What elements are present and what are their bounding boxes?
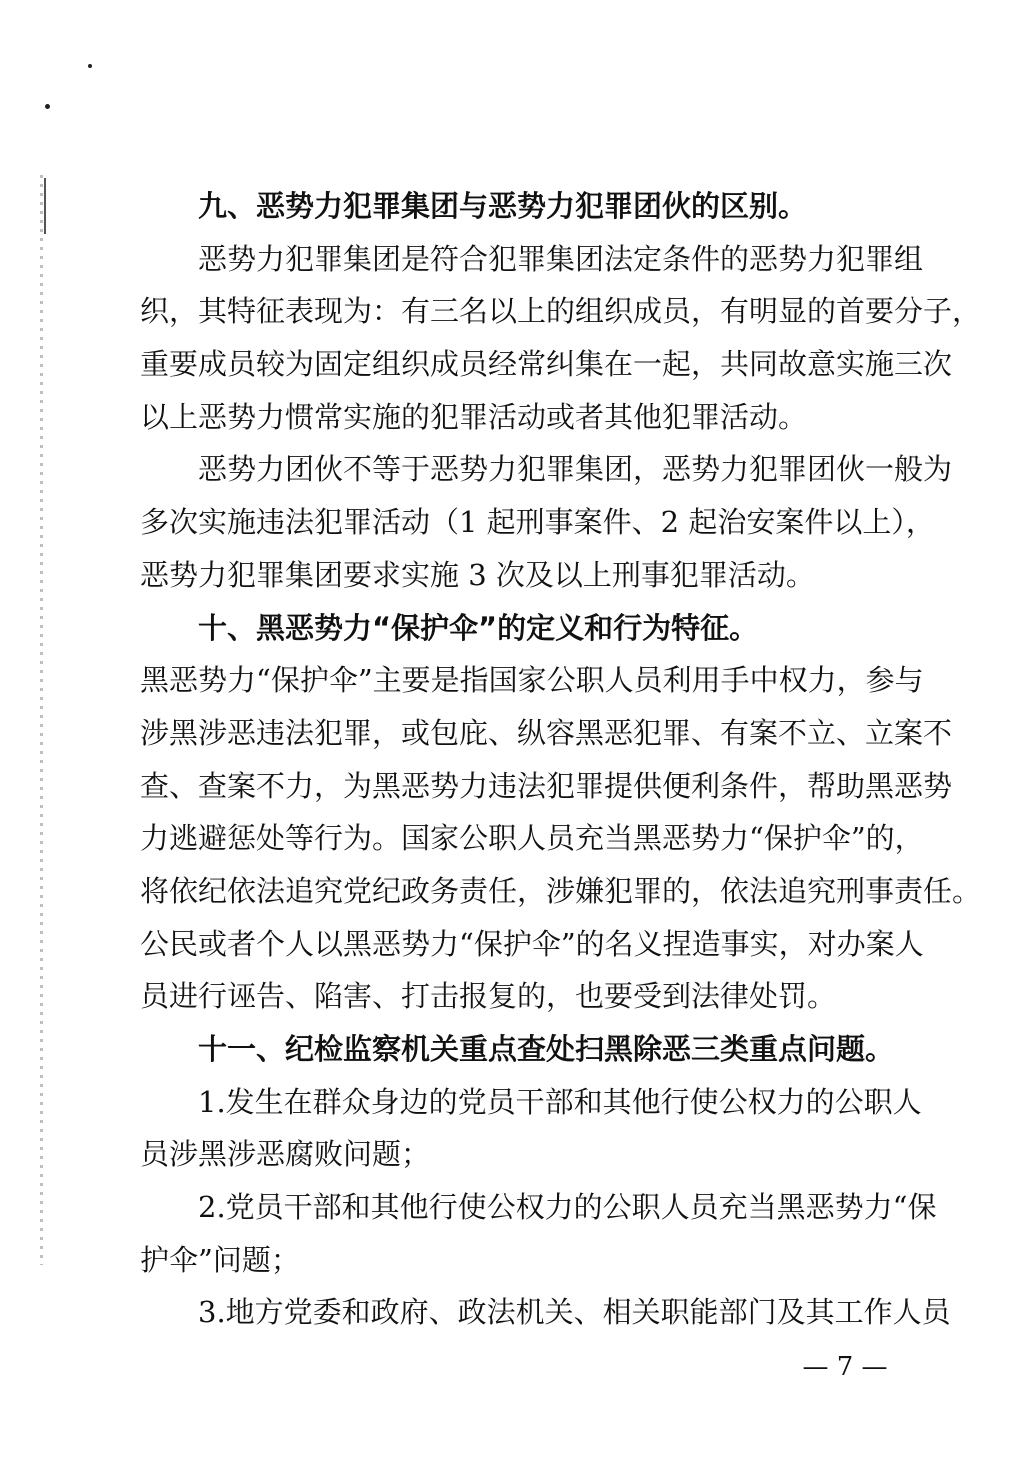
text-line: 恶势力犯罪集团要求实施 3 次及以上刑事犯罪活动。 <box>140 557 815 592</box>
text-line: 查、查案不力，为黑恶势力违法犯罪提供便利条件，帮助黑恶势 <box>140 768 953 803</box>
text-line: 多次实施违法犯罪活动（1 起刑事案件、2 起治安案件以上）， <box>140 505 935 540</box>
text-line: 以上恶势力惯常实施的犯罪活动或者其他犯罪活动。 <box>140 399 808 434</box>
scan-edge-shadow <box>40 175 43 1265</box>
text-line: 织，其特征表现为：有三名以上的组织成员，有明显的首要分子， <box>140 294 982 329</box>
section-heading: 十、黑恶势力“保护伞”的定义和行为特征。 <box>198 610 759 645</box>
document-body <box>140 180 982 1339</box>
text-line: 恶势力犯罪集团是符合犯罪集团法定条件的恶势力犯罪组 <box>198 241 924 276</box>
text-line: 2.党员干部和其他行使公权力的公职人员充当黑恶势力“保 <box>198 1190 937 1225</box>
text-line: 3.地方党委和政府、政法机关、相关职能部门及其工作人员 <box>198 1295 951 1330</box>
scan-speck <box>88 64 92 68</box>
text-line: 重要成员较为固定组织成员经常纠集在一起，共同故意实施三次 <box>140 347 953 382</box>
text-line: 护伞”问题； <box>140 1242 300 1277</box>
page-number: — 7 — <box>802 1352 888 1382</box>
text-line: 黑恶势力“保护伞”主要是指国家公职人员利用手中权力，参与 <box>140 663 924 698</box>
section-heading: 十一、纪检监察机关重点查处扫黑除恶三类重点问题。 <box>198 1032 895 1066</box>
text-line: 将依纪依法追究党纪政务责任，涉嫌犯罪的，依法追究刑事责任。 <box>140 873 982 908</box>
section-heading: 九、恶势力犯罪集团与恶势力犯罪团伙的区别。 <box>198 189 808 223</box>
text-line: 1.发生在群众身边的党员干部和其他行使公权力的公职人 <box>198 1084 922 1119</box>
scan-speck <box>45 104 50 109</box>
text-line: 力逃避惩处等行为。国家公职人员充当黑恶势力“保护伞”的， <box>140 821 924 856</box>
text-line: 员进行诬告、陷害、打击报复的，也要受到法律处罚。 <box>140 979 837 1014</box>
text-line: 恶势力团伙不等于恶势力犯罪集团，恶势力犯罪团伙一般为 <box>198 452 953 487</box>
binding-mark <box>44 178 46 234</box>
text-line: 公民或者个人以黑恶势力“保护伞”的名义捏造事实，对办案人 <box>140 926 924 961</box>
text-line: 涉黑涉恶违法犯罪，或包庇、纵容黑恶犯罪、有案不立、立案不 <box>140 715 953 750</box>
text-line: 员涉黑涉恶腐败问题； <box>140 1137 431 1172</box>
